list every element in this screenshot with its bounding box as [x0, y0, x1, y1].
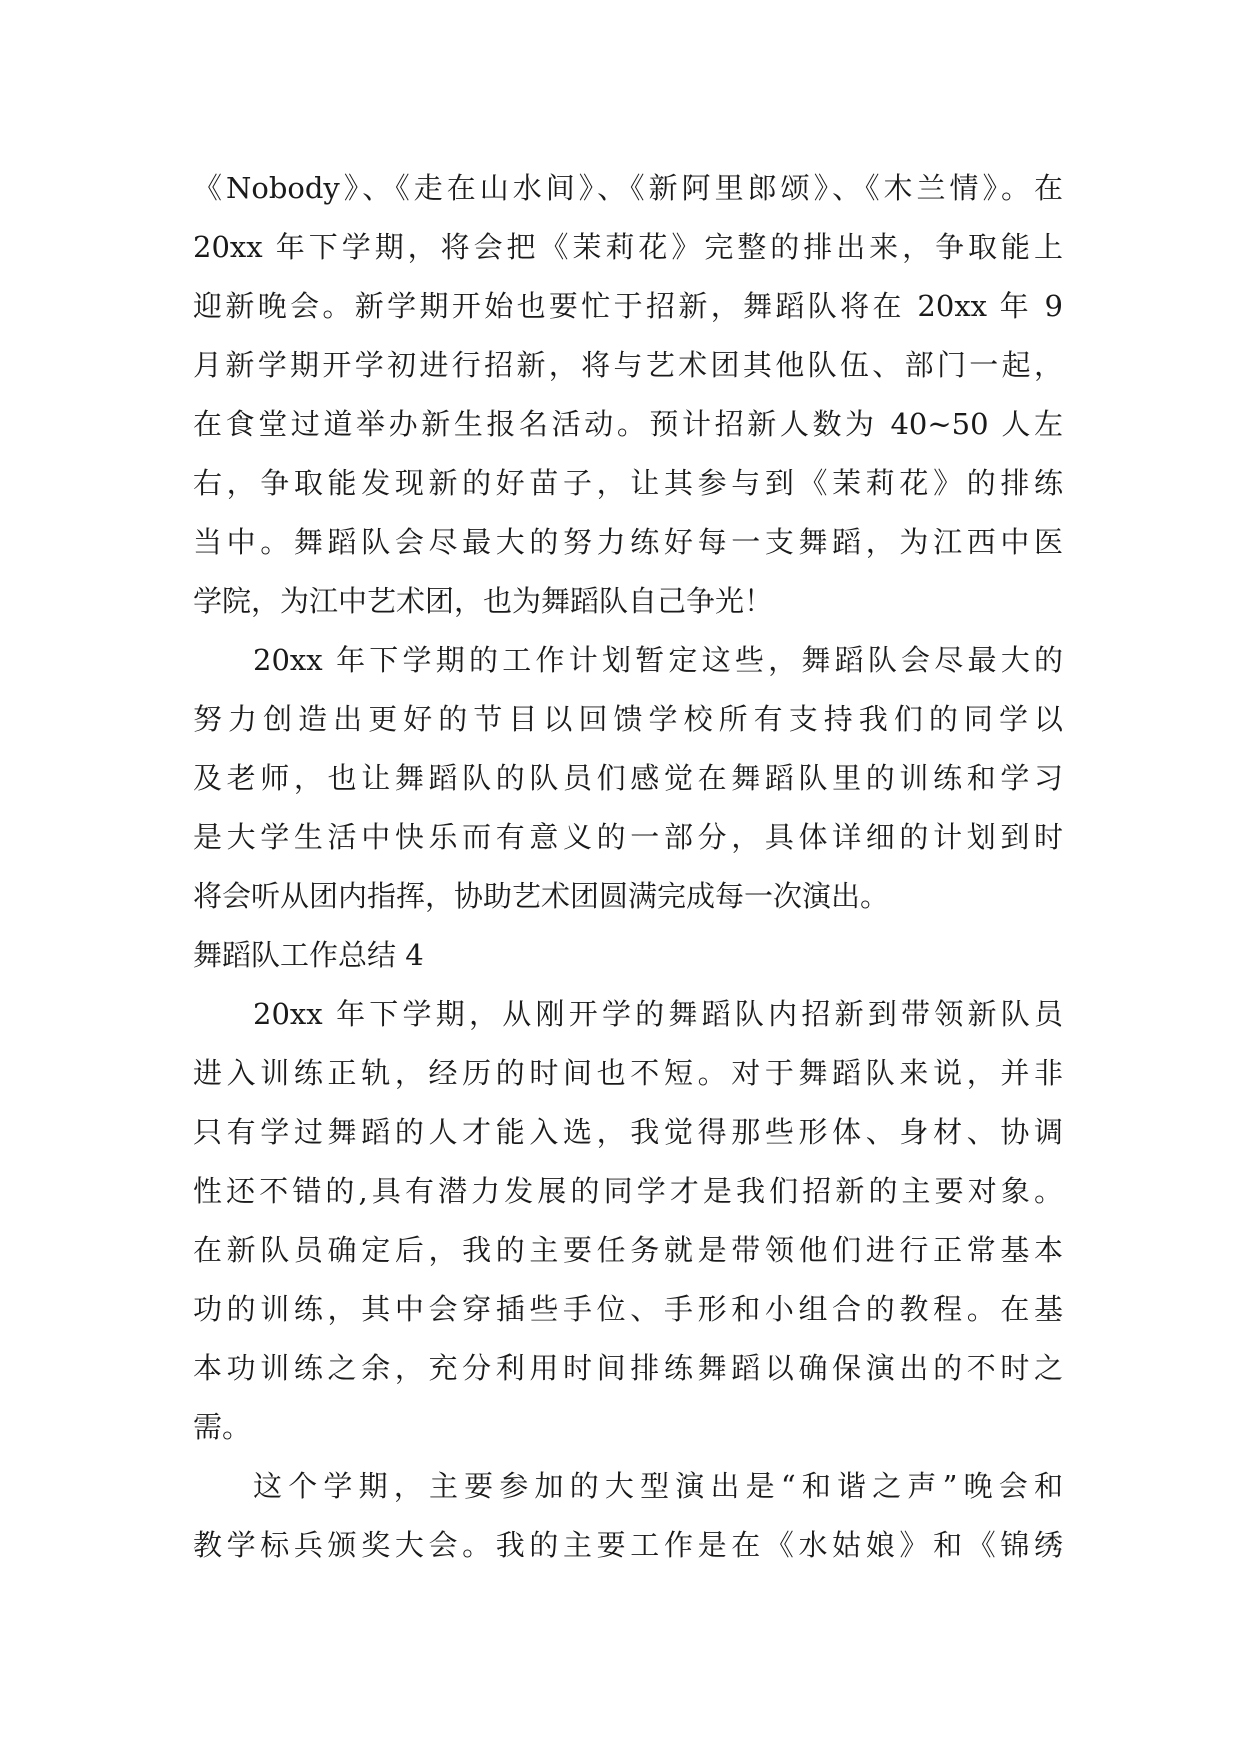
- text-line: 及老师，也让舞蹈队的队员们感觉在舞蹈队里的训练和学习: [193, 761, 1063, 795]
- text-line: 20xx 年下学期，从刚开学的舞蹈队内招新到带领新队员: [253, 997, 1063, 1031]
- text-line: 进入训练正轨，经历的时间也不短。对于舞蹈队来说，并非: [193, 1056, 1063, 1090]
- text-line: 在新队员确定后，我的主要任务就是带领他们进行正常基本: [193, 1233, 1063, 1267]
- text-line: 学院，为江中艺术团，也为舞蹈队自己争光！: [193, 584, 774, 618]
- text-line: 当中。舞蹈队会尽最大的努力练好每一支舞蹈，为江西中医: [193, 525, 1063, 559]
- text-line: 本功训练之余，充分利用时间排练舞蹈以确保演出的不时之: [193, 1351, 1063, 1385]
- paragraph: [193, 985, 1063, 1457]
- text-line: 《Nobody》、《走在山水间》、《新阿里郎颂》、《木兰情》。在: [193, 171, 1063, 205]
- text-line: 右，争取能发现新的好苗子，让其参与到《茉莉花》的排练: [193, 466, 1063, 500]
- text-line: 这个学期，主要参加的大型演出是“和谐之声”晚会和: [253, 1469, 1063, 1503]
- text-line: 迎新晚会。新学期开始也要忙于招新，舞蹈队将在 20xx 年 9: [193, 289, 1063, 323]
- text-line: 月新学期开学初进行招新，将与艺术团其他队伍、部门一起，: [193, 348, 1063, 382]
- heading-text: 舞蹈队工作总结 4: [193, 938, 424, 972]
- document-body: [193, 159, 1063, 1575]
- paragraph: [193, 631, 1063, 926]
- text-line: 将会听从团内指挥，协助艺术团圆满完成每一次演出。: [193, 879, 890, 913]
- text-line: 20xx 年下学期的工作计划暂定这些，舞蹈队会尽最大的: [253, 643, 1063, 677]
- text-line: 20xx 年下学期，将会把《茉莉花》完整的排出来，争取能上: [193, 230, 1063, 264]
- text-line: 功的训练，其中会穿插些手位、手形和小组合的教程。在基: [193, 1292, 1063, 1326]
- section-heading: [193, 926, 1063, 985]
- text-line: 只有学过舞蹈的人才能入选，我觉得那些形体、身材、协调: [193, 1115, 1063, 1149]
- paragraph: [193, 159, 1063, 631]
- text-line: 努力创造出更好的节目以回馈学校所有支持我们的同学以: [193, 702, 1063, 736]
- text-line: 教学标兵颁奖大会。我的主要工作是在《水姑娘》和《锦绣: [193, 1528, 1063, 1562]
- text-line: 在食堂过道举办新生报名活动。预计招新人数为 40~50 人左: [193, 407, 1063, 441]
- paragraph: [193, 1457, 1063, 1575]
- text-line: 是大学生活中快乐而有意义的一部分，具体详细的计划到时: [193, 820, 1063, 854]
- text-line: 需。: [193, 1410, 252, 1444]
- text-line: 性还不错的,具有潜力发展的同学才是我们招新的主要对象。: [193, 1174, 1063, 1208]
